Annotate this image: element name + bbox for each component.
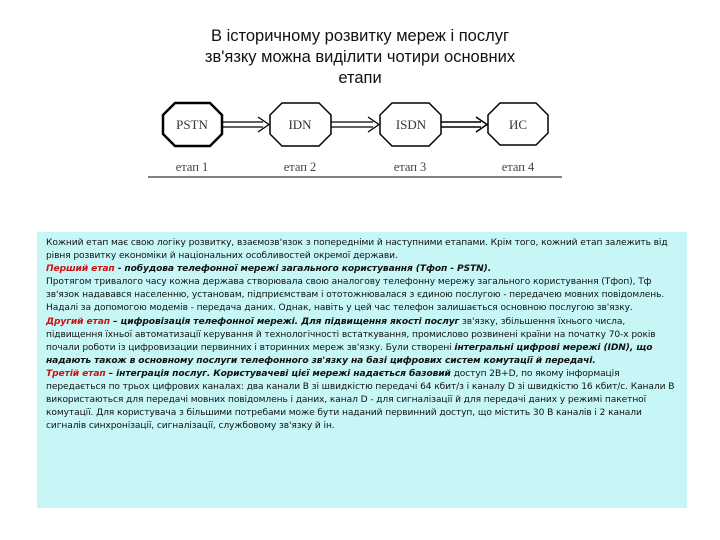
stage3-paragraph: [46, 368, 679, 433]
node-label-pstn: PSTN: [176, 117, 208, 132]
title-line-2: зв'язку можна виділити чотири основних: [204, 48, 516, 66]
stage3-heading-rest: – інтеграція послуг. Користувачеві цієї мережі надається базовий: [105, 368, 451, 379]
double-arrow-3: [441, 117, 487, 132]
title-line-1: В історичному розвитку мереж і послуг: [210, 27, 510, 45]
stage2-heading: Другий етап: [46, 316, 110, 327]
diagram-graphics: [0, 0, 720, 200]
node-label-is: ИС: [508, 117, 528, 132]
title-line-3: етапи: [338, 69, 382, 87]
stage2-paragraph: [46, 316, 679, 368]
description-text-box: [37, 232, 687, 508]
stage-label-4: етап 4: [501, 160, 535, 174]
network-evolution-diagram: [0, 0, 720, 200]
stage-label-2: етап 2: [283, 160, 317, 174]
node-label-idn: IDN: [288, 117, 312, 132]
stage-label-1: етап 1: [175, 160, 209, 174]
double-arrow-1: [222, 117, 269, 132]
stage-label-3: етап 3: [393, 160, 427, 174]
intro-paragraph: Кожний етап має свою логіку розвитку, взаємозв'язок з попередніми й наступними етапами. Крім того, кожний етап залежить від рівня розвитку економіки й національних особливостей окремої держави.: [46, 238, 668, 262]
node-label-isdn: ISDN: [395, 117, 427, 132]
stage3-text: доступ 2B+D, по якому інформація передається по трьох цифрових каналах: два канали B зі швидкістю передачі 64 кбит/з і каналу D зі швидкістю 16 кбит/с. Канали B використаються для передачі мовних повідомлень і даних, канал D - для сигналізації й для передачі даних у режимі пакетної комутації. Для користувача з більшими потребами може бути наданий первинний доступ, що містить 30 B каналів і 2 канали сигналів синхронізації, сигналізації, службовому зв'язку й ін.: [46, 368, 675, 432]
stage1-paragraph: Протягом тривалого часу кожна держава створювала свою аналогову телефонну мережу загального користування (Тфоп), Тф зв'язок надавався населенню, установам, підприємствам і ототожнювалася з єдиною послугою - передачею мовних повідомлень. Надалі за допомогою модемів - передача даних. Однак, навіть у цей час телефон залишається основною послугою зв'язку.: [46, 277, 665, 314]
stage1-heading-rest: - побудова телефонної мережі загального користування (Тфоп - PSTN).: [114, 264, 492, 275]
stage2-heading-rest: – цифровізація телефонної мережі. Для підвищення якості послуг: [109, 316, 460, 327]
double-arrow-2: [331, 117, 379, 132]
stage2-text-b: інтегральні цифрові мережі (IDN), що надають також в основному послуги телефонного зв'язку на базі цифрових систем комутації й передачі.: [46, 342, 653, 366]
stage3-heading: Третій етап: [46, 368, 106, 379]
stage2-text-a: зв'язку, збільшення їхнього числа, підвищення їхньої автоматизації керування й технологічності встаткування, промислово розвинені країни на початку 70-х років почали роботи із цифровизации первинних і вторинних мереж зв'язку. Були створені: [46, 316, 656, 353]
stage1-heading-line: [46, 263, 679, 276]
stage1-heading: Перший етап: [46, 264, 115, 275]
